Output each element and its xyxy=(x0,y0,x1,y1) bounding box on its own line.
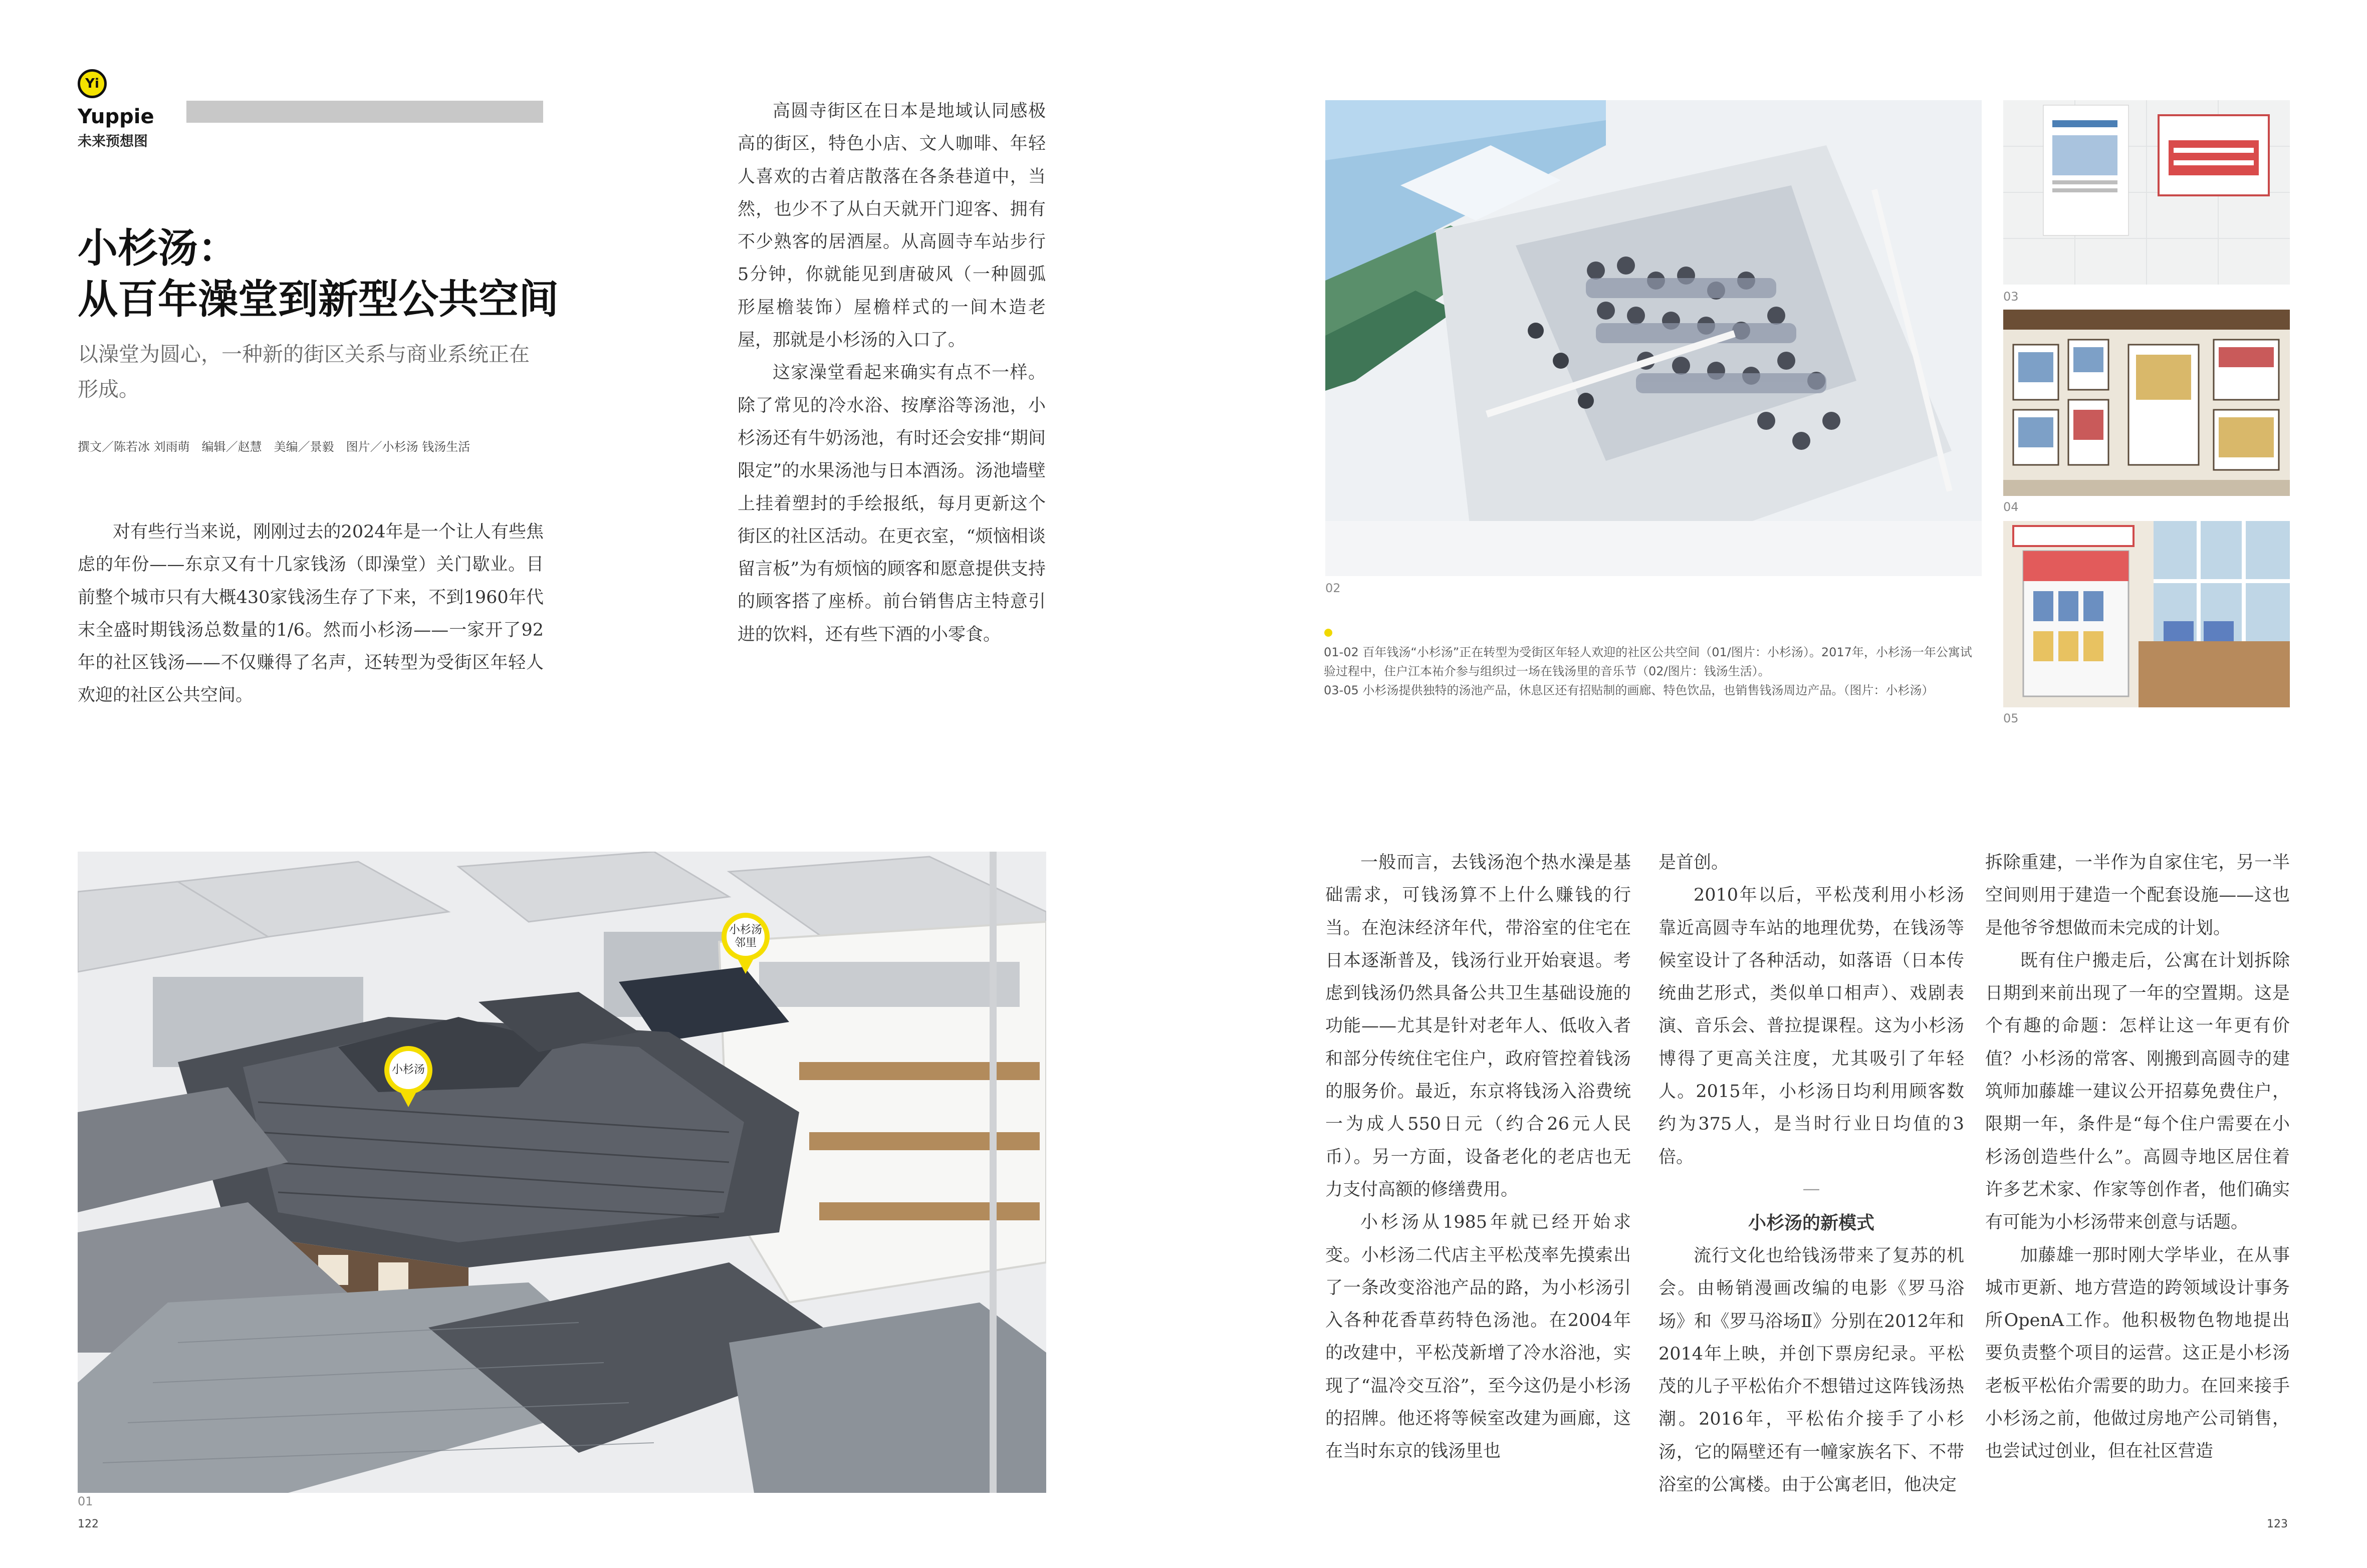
brand-logo-mark: Yi xyxy=(78,69,107,98)
body-column-3 xyxy=(1985,847,2290,1468)
body-col3-paragraph-0: 拆除重建，一半作为自家住宅，另一半空间则用于建造一个配套设施——这也是他爷爷想做而未完成的计划。 xyxy=(1985,853,2290,938)
article-credits: 撰文／陈若冰 刘雨萌 编辑／赵慧 美编／景毅 图片／小杉汤 钱汤生活 xyxy=(78,440,470,454)
body-col2-paragraph-0: 是首创。 xyxy=(1659,853,1729,873)
figure-number-04: 04 xyxy=(2003,500,2019,514)
map-pin-xiaoshantang xyxy=(384,1046,432,1094)
body-col1-paragraph-2: 小杉汤从1985年就已经开始求变。小杉汤二代店主平松茂率先摸索出了一条改变浴池产品的路，为小杉汤引入各种花香草药特色汤池。在2004年的改建中，平松茂新增了冷水浴池，实现了“温冷交互浴”，至今这仍是小杉汤的招牌。他还将等候室改建为画廊，这在当时东京的钱汤里也 xyxy=(1325,1212,1631,1462)
intro-paragraph: 对有些行当来说，刚刚过去的2024年是一个让人有些焦虑的年份——东京又有十几家钱汤（即澡堂）关门歇业。目前整个城市只有大概430家钱汤生存了下来，不到1960年代末全盛时期钱汤总数量的1/6。然而小杉汤——一家开了92年的社区钱汤——不仅赚得了名声，还转型为受街区年轻人欢迎的社区公共空间。 xyxy=(78,522,544,706)
body-column-2 xyxy=(1659,847,1964,1501)
middle-paragraph-1: 高圆寺街区在日本是地域认同感极高的街区，特色小店、文人咖啡、年轻人喜欢的古着店散落在各条巷道中，当然，也少不了从白天就开门迎客、拥有不少熟客的居酒屋。从高圆寺车站步行5分钟，你就能见到唐破风（一种圆弧形屋檐装饰）屋檐样式的一间木造老屋，那就是小杉汤的入口了。 xyxy=(738,101,1046,351)
body-col1-paragraph-1: 一般而言，去钱汤泡个热水澡是基础需求，可钱汤算不上什么赚钱的行当。在泡沫经济年代，带浴室的住宅在日本逐渐普及，钱汤行业开始衰退。考虑到钱汤仍然具备公共卫生基础设施的功能——尤其是针对老年人、低收入者和部分传统住宅住户，政府管控着钱汤的服务价。最近，东京将钱汤入浴费统一为成人550日元（约合26元人民币）。另一方面，设备老化的老店也无力支付高额的修缮费用。 xyxy=(1325,853,1631,1200)
section-divider: — xyxy=(1802,1178,1820,1199)
article-title-line-1: 小杉汤： xyxy=(78,225,238,272)
caption-03-05: 03-05 小杉汤提供独特的汤池产品，休息区还有招贴制的画廊、特色饮品，也销售钱汤周边产品。（图片：小杉汤） xyxy=(1324,683,1934,697)
body-col3-paragraph-2: 加藤雄一那时刚大学毕业，在从事城市更新、地方营造的跨领域设计事务所OpenA工作。他积极物色物地提出要负责整个项目的运营。这正是小杉汤老板平松佑介需要的助力。在回来接手小杉汤之前，他做过房地产公司销售，也尝试过创业，但在社区营造 xyxy=(1985,1245,2290,1462)
middle-paragraph-2: 这家澡堂看起来确实有点不一样。除了常见的冷水浴、按摩浴等汤池，小杉汤还有牛奶汤池，有时还会安排“期间限定”的水果汤池与日本酒汤。汤池墙壁上挂着塑封的手绘报纸，每月更新这个街区的社区活动。在更衣室，“烦恼相谈留言板”为有烦恼的顾客和愿意提供支持的顾客搭了座桥。前台销售店主特意引进的饮料，还有些下酒的小零食。 xyxy=(738,363,1046,645)
caption-block xyxy=(1324,643,1978,700)
page-number-left: 122 xyxy=(78,1518,99,1530)
brand-section-name: 未来预想图 xyxy=(78,133,148,149)
article-title-line-2: 从百年澡堂到新型公共空间 xyxy=(78,276,559,323)
photo-04-gallery-wall xyxy=(2003,310,2290,496)
body-column-1 xyxy=(1325,847,1631,1468)
page-number-right: 123 xyxy=(2267,1518,2288,1530)
map-pin-xiaoshantang-neighbor xyxy=(722,913,770,961)
figure-number-05: 05 xyxy=(2003,711,2019,725)
section-heading: 小杉汤的新模式 xyxy=(1748,1212,1874,1233)
header-bar-decoration xyxy=(186,101,543,123)
body-col2-paragraph-2: 流行文化也给钱汤带来了复苏的机会。由畅销漫画改编的电影《罗马浴场》和《罗马浴场Ⅱ》分别在2012年和2014年上映，并创下票房纪录。平松茂的儿子平松佑介不想错过这阵钱汤热潮。2016年，平松佑介接手了小杉汤，它的隔壁还有一幢家族名下、不带浴室的公寓楼。由于公寓老旧，他决定 xyxy=(1659,1245,1964,1495)
photo-05-drinks-fridge xyxy=(2003,521,2290,707)
article-subtitle: 以澡堂为圆心，一种新的街区关系与商业系统正在形成。 xyxy=(78,342,530,401)
figure-number-01: 01 xyxy=(78,1494,93,1508)
caption-bullet-dot xyxy=(1324,629,1332,637)
intro-column xyxy=(78,516,544,712)
map-pin-label: 小杉汤 xyxy=(391,1064,425,1076)
figure-number-03: 03 xyxy=(2003,290,2019,304)
map-pin-tail-icon xyxy=(737,957,755,974)
caption-01-02: 01-02 百年钱汤“小杉汤”正在转型为受街区年轻人欢迎的社区公共空间（01/图片：小杉汤）。2017年，小杉汤一年公寓试验过程中，住户江本祐介参与组织过一场在钱汤里的音乐节（02/图片：钱汤生活）。 xyxy=(1324,645,1972,678)
photo-03-newspaper-poster xyxy=(2003,100,2290,285)
photo-01-rooftops xyxy=(78,852,1046,1493)
figure-number-02: 02 xyxy=(1325,581,1341,595)
photo-02-bathhouse-concert xyxy=(1325,100,1982,576)
body-col3-paragraph-1: 既有住户搬走后，公寓在计划拆除日期到来前出现了一年的空置期。这是个有趣的命题：怎样让这一年更有价值？小杉汤的常客、刚搬到高圆寺的建筑师加藤雄一建议公开招募免费住户，限期一年，条件是“每个住户需要在小杉汤创造些什么”。高圆寺地区居住着许多艺术家、作家等创作者，他们确实有可能为小杉汤带来创意与话题。 xyxy=(1985,950,2290,1233)
brand-name: Yuppie xyxy=(78,105,154,128)
article-title xyxy=(78,223,559,325)
map-pin-tail-icon xyxy=(399,1090,417,1107)
middle-column xyxy=(738,95,1046,651)
body-col2-paragraph-1: 2010年以后，平松茂利用小杉汤靠近高圆寺车站的地理优势，在钱汤等候室设计了各种活动，如落语（日本传统曲艺形式，类似单口相声）、戏剧表演、音乐会、普拉提课程。这为小杉汤博得了更高关注度，尤其吸引了年轻人。2015年，小杉汤日均利用顾客数约为375人，是当时行业日均值的3倍。 xyxy=(1659,885,1964,1167)
map-pin-label: 小杉汤邻里 xyxy=(729,924,762,949)
